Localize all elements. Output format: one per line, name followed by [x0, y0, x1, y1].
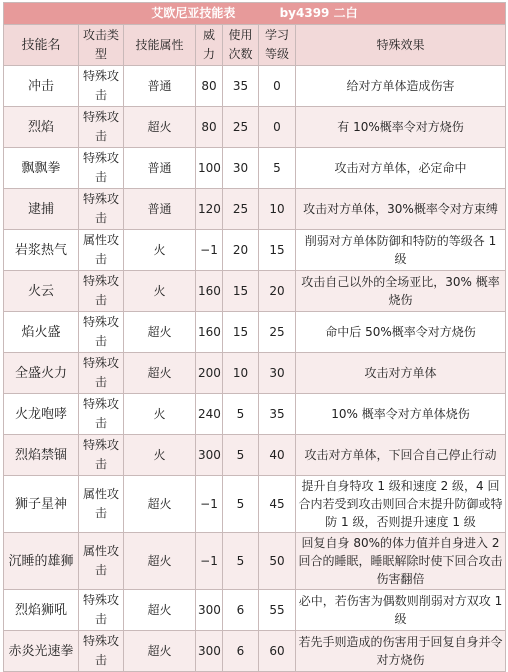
- skill-power: 200: [196, 353, 223, 394]
- skill-attribute: 普通: [124, 66, 196, 107]
- skill-attribute: 火: [124, 271, 196, 312]
- attack-type: 特殊攻击: [79, 107, 124, 148]
- skill-attribute: 超火: [124, 476, 196, 533]
- learn-level: 0: [259, 107, 296, 148]
- table-row: [4, 590, 506, 631]
- header-special-effect: 特殊效果: [296, 25, 506, 66]
- skill-attribute: 超火: [124, 107, 196, 148]
- skill-uses: 5: [223, 476, 259, 533]
- table-row: [4, 353, 506, 394]
- attack-type: 属性攻击: [79, 476, 124, 533]
- learn-level: 60: [259, 631, 296, 672]
- table-title-cell: [4, 3, 506, 25]
- skill-name: 全盛火力: [4, 353, 79, 394]
- skill-name: 逮捕: [4, 189, 79, 230]
- attack-type: 特殊攻击: [79, 435, 124, 476]
- attack-type: 特殊攻击: [79, 189, 124, 230]
- learn-level: 5: [259, 148, 296, 189]
- learn-level: 20: [259, 271, 296, 312]
- table-signature: by4399 二白: [279, 6, 358, 20]
- attack-type: 特殊攻击: [79, 312, 124, 353]
- skill-power: 80: [196, 107, 223, 148]
- special-effect: 有 10%概率令对方烧伤: [296, 107, 506, 148]
- skill-attribute: 超火: [124, 312, 196, 353]
- skill-power: 300: [196, 435, 223, 476]
- learn-level: 55: [259, 590, 296, 631]
- skill-attribute: 超火: [124, 533, 196, 590]
- skill-uses: 20: [223, 230, 259, 271]
- learn-level: 45: [259, 476, 296, 533]
- skill-uses: 5: [223, 533, 259, 590]
- table-row: [4, 312, 506, 353]
- attack-type: 特殊攻击: [79, 590, 124, 631]
- skill-power: 160: [196, 271, 223, 312]
- header-attack-type: 攻击类型: [79, 25, 124, 66]
- skill-uses: 35: [223, 66, 259, 107]
- table-row: [4, 148, 506, 189]
- special-effect: 命中后 50%概率令对方烧伤: [296, 312, 506, 353]
- skill-attribute: 超火: [124, 353, 196, 394]
- skill-attribute: 超火: [124, 631, 196, 672]
- attack-type: 特殊攻击: [79, 394, 124, 435]
- special-effect: 削弱对方单体防御和特防的等级各 1 级: [296, 230, 506, 271]
- skill-power: −1: [196, 533, 223, 590]
- learn-level: 30: [259, 353, 296, 394]
- special-effect: 回复自身 80%的体力值并自身进入 2 回合的睡眠，睡眠解除时使下回合攻击伤害翻倍: [296, 533, 506, 590]
- learn-level: 40: [259, 435, 296, 476]
- learn-level: 35: [259, 394, 296, 435]
- skill-power: 300: [196, 631, 223, 672]
- special-effect: 攻击自己以外的全场亚比，30% 概率烧伤: [296, 271, 506, 312]
- skill-table: [3, 2, 506, 672]
- skill-attribute: 普通: [124, 148, 196, 189]
- title-row: [4, 3, 506, 25]
- skill-uses: 15: [223, 312, 259, 353]
- table-row: [4, 435, 506, 476]
- table-row: [4, 476, 506, 533]
- skill-uses: 5: [223, 435, 259, 476]
- skill-name: 火云: [4, 271, 79, 312]
- attack-type: 特殊攻击: [79, 631, 124, 672]
- skill-name: 烈焰禁锢: [4, 435, 79, 476]
- skill-uses: 10: [223, 353, 259, 394]
- skill-power: −1: [196, 476, 223, 533]
- attack-type: 特殊攻击: [79, 271, 124, 312]
- skill-power: 80: [196, 66, 223, 107]
- header-row: [4, 25, 506, 66]
- learn-level: 25: [259, 312, 296, 353]
- learn-level: 15: [259, 230, 296, 271]
- skill-name: 烈焰: [4, 107, 79, 148]
- skill-power: 160: [196, 312, 223, 353]
- skill-uses: 25: [223, 189, 259, 230]
- skill-uses: 6: [223, 590, 259, 631]
- skill-table-wrapper: [3, 2, 505, 672]
- header-skill-attribute: 技能属性: [124, 25, 196, 66]
- learn-level: 10: [259, 189, 296, 230]
- special-effect: 必中，若伤害为偶数则削弱对方双攻 1 级: [296, 590, 506, 631]
- skill-power: 240: [196, 394, 223, 435]
- skill-name: 火龙咆哮: [4, 394, 79, 435]
- skill-name: 赤炎光速拳: [4, 631, 79, 672]
- skill-name: 沉睡的雄狮: [4, 533, 79, 590]
- skill-attribute: 火: [124, 435, 196, 476]
- special-effect: 给对方单体造成伤害: [296, 66, 506, 107]
- skill-uses: 15: [223, 271, 259, 312]
- skill-power: 120: [196, 189, 223, 230]
- skill-uses: 30: [223, 148, 259, 189]
- skill-name: 岩浆热气: [4, 230, 79, 271]
- skill-attribute: 超火: [124, 590, 196, 631]
- skill-power: 300: [196, 590, 223, 631]
- table-row: [4, 394, 506, 435]
- skill-uses: 25: [223, 107, 259, 148]
- special-effect: 攻击对方单体，必定命中: [296, 148, 506, 189]
- skill-uses: 6: [223, 631, 259, 672]
- attack-type: 特殊攻击: [79, 353, 124, 394]
- table-row: [4, 533, 506, 590]
- skill-power: 100: [196, 148, 223, 189]
- attack-type: 特殊攻击: [79, 148, 124, 189]
- attack-type: 属性攻击: [79, 533, 124, 590]
- skill-name: 飘飘拳: [4, 148, 79, 189]
- special-effect: 提升自身特攻 1 级和速度 2 级，4 回合内若受到攻击则回合末提升防御或特防 1 级，否则提升速度 1 级: [296, 476, 506, 533]
- table-row: [4, 271, 506, 312]
- header-power: 威力: [196, 25, 223, 66]
- skill-attribute: 普通: [124, 189, 196, 230]
- attack-type: 特殊攻击: [79, 66, 124, 107]
- special-effect: 攻击对方单体，30%概率令对方束缚: [296, 189, 506, 230]
- skill-power: −1: [196, 230, 223, 271]
- skill-name: 狮子星神: [4, 476, 79, 533]
- special-effect: 攻击对方单体，下回合自己停止行动: [296, 435, 506, 476]
- learn-level: 0: [259, 66, 296, 107]
- special-effect: 10% 概率令对方单体烧伤: [296, 394, 506, 435]
- learn-level: 50: [259, 533, 296, 590]
- special-effect: 若先手则造成的伤害用于回复自身并令对方烧伤: [296, 631, 506, 672]
- skill-attribute: 火: [124, 230, 196, 271]
- table-title: 艾欧尼亚技能表: [151, 6, 236, 20]
- header-skill-name: 技能名: [4, 25, 79, 66]
- table-row: [4, 631, 506, 672]
- skill-name: 烈焰狮吼: [4, 590, 79, 631]
- table-row: [4, 189, 506, 230]
- skill-name: 焰火盛: [4, 312, 79, 353]
- table-row: [4, 230, 506, 271]
- table-row: [4, 107, 506, 148]
- special-effect: 攻击对方单体: [296, 353, 506, 394]
- skill-attribute: 火: [124, 394, 196, 435]
- skill-uses: 5: [223, 394, 259, 435]
- header-uses: 使用次数: [223, 25, 259, 66]
- table-row: [4, 66, 506, 107]
- skill-name: 冲击: [4, 66, 79, 107]
- header-learn-level: 学习等级: [259, 25, 296, 66]
- attack-type: 属性攻击: [79, 230, 124, 271]
